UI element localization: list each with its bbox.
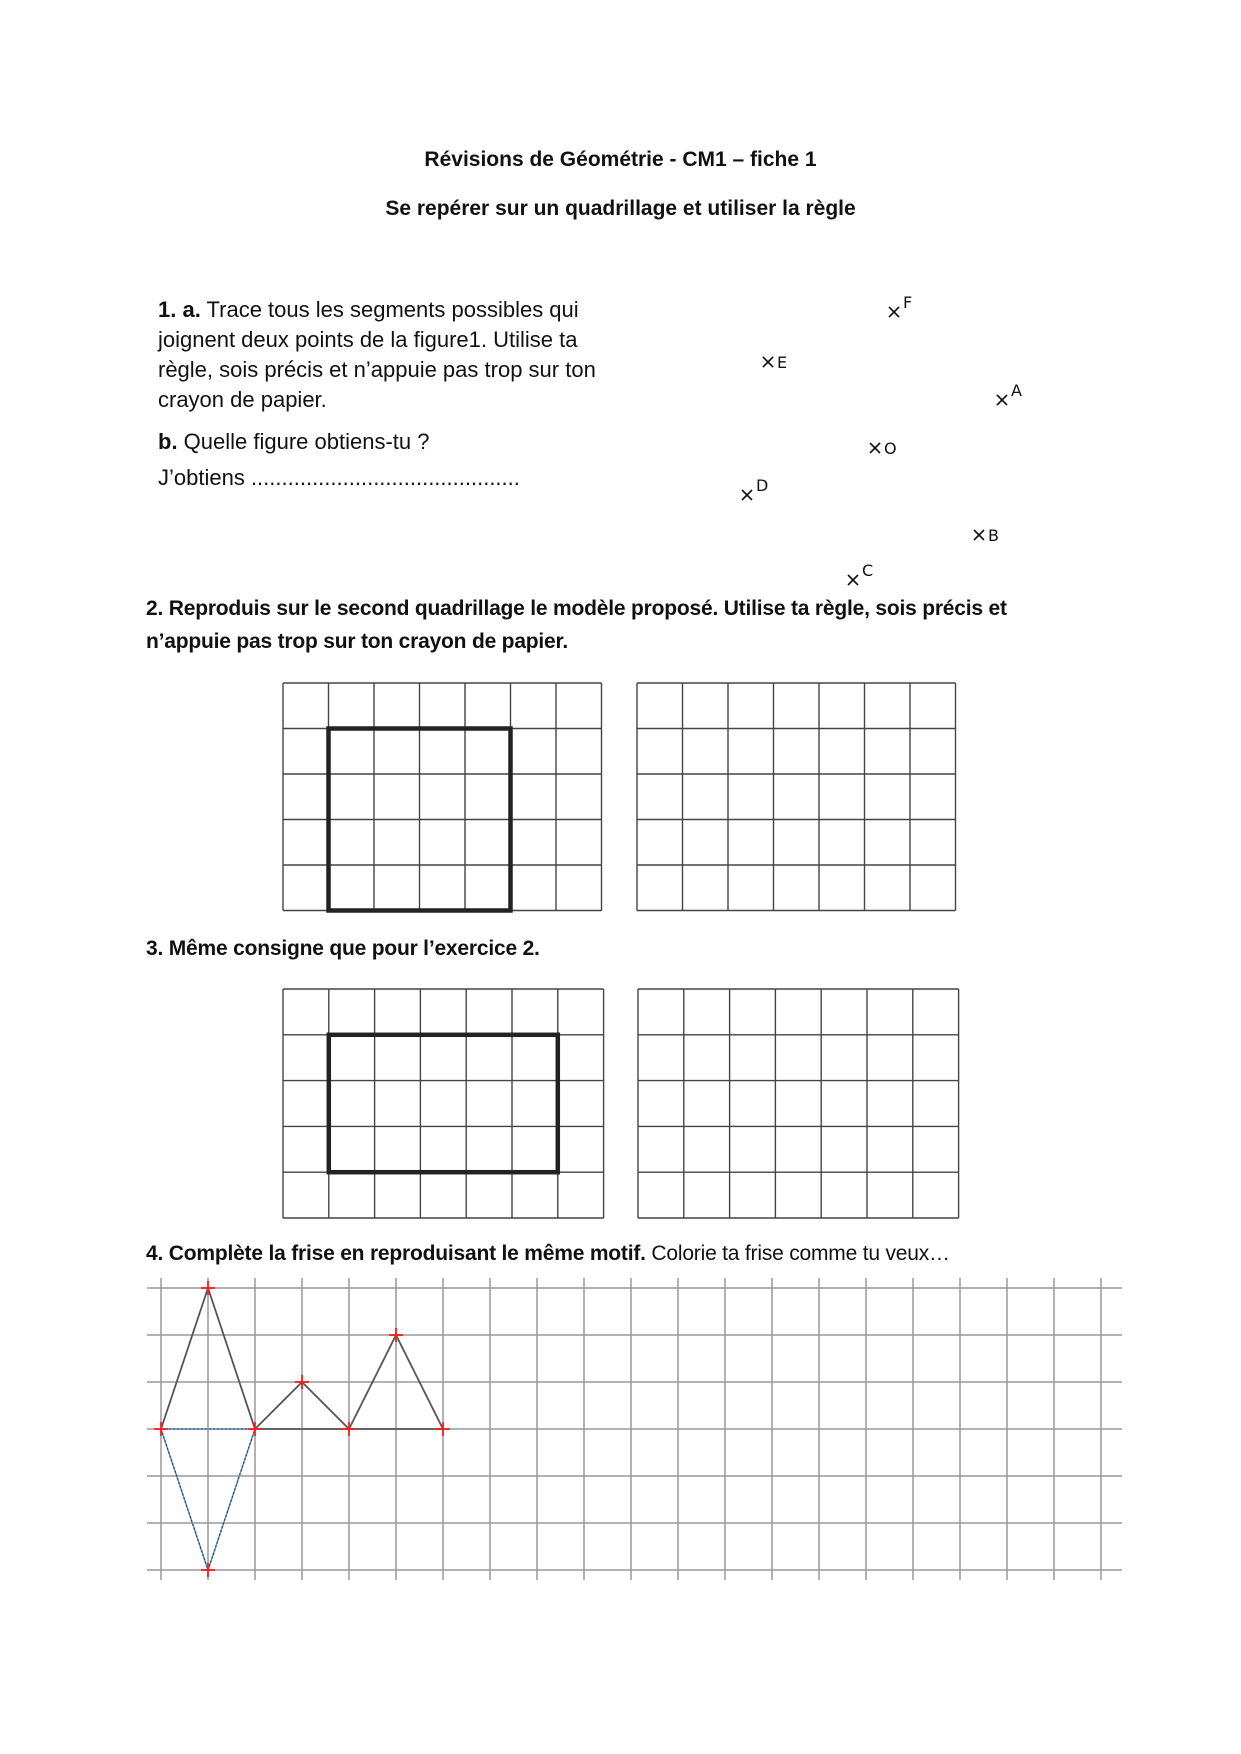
exercise-3-heading: 3. Même consigne que pour l’exercice 2. (146, 937, 540, 960)
point-label: A (1011, 381, 1022, 400)
exercise-2-heading-line: n’appuie pas trop sur ton crayon de papier. (146, 630, 568, 653)
page-subtitle: Se repérer sur un quadrillage et utiliser la règle (385, 197, 856, 220)
exercise-2-heading-line: 2. Reproduis sur le second quadrillage le modèle proposé. Utilise ta règle, sois précis et (146, 597, 1007, 620)
answer-line[interactable]: J’obtiens ............................................ (158, 465, 520, 490)
motif-vertex-marker (389, 1328, 403, 1342)
motif-segment (302, 1382, 349, 1429)
motif-vertex-marker (154, 1422, 168, 1436)
exercise-4-heading-normal: Colorie ta frise comme tu veux… (645, 1242, 950, 1265)
motif-segment (161, 1288, 208, 1429)
point-label: F (903, 293, 913, 312)
exercise-1b-label: b. (158, 429, 178, 454)
point-label: B (988, 526, 999, 545)
exercise-1a-text-line: Trace tous les segments possibles qui (200, 297, 579, 322)
exercise-1a-text-line: règle, sois précis et n’appuie pas trop sur ton (158, 357, 596, 382)
motif-segment-dashed (208, 1429, 255, 1570)
motif-vertex-marker (201, 1563, 215, 1577)
exercise-4-heading-bold: 4. Complète la frise en reproduisant le même motif. (146, 1242, 646, 1265)
exercise-1a-text-line: joignent deux points de la figure1. Utilise ta (158, 327, 578, 352)
exercise-1a-label: 1. a. (158, 297, 201, 322)
motif-segment (208, 1288, 255, 1429)
point-label: D (756, 476, 769, 495)
exercise-1b-question: Quelle figure obtiens-tu ? (177, 429, 430, 454)
motif-segment (255, 1382, 302, 1429)
point-label: O (884, 439, 897, 458)
motif-segment-dashed (161, 1429, 208, 1570)
exercise-1a-text-line: crayon de papier. (158, 387, 327, 412)
page-title: Révisions de Géométrie - CM1 – fiche 1 (424, 148, 817, 171)
motif-vertex-marker (436, 1422, 450, 1436)
motif-vertex-marker (201, 1281, 215, 1295)
point-label: C (862, 561, 874, 580)
point-label: E (777, 353, 788, 372)
